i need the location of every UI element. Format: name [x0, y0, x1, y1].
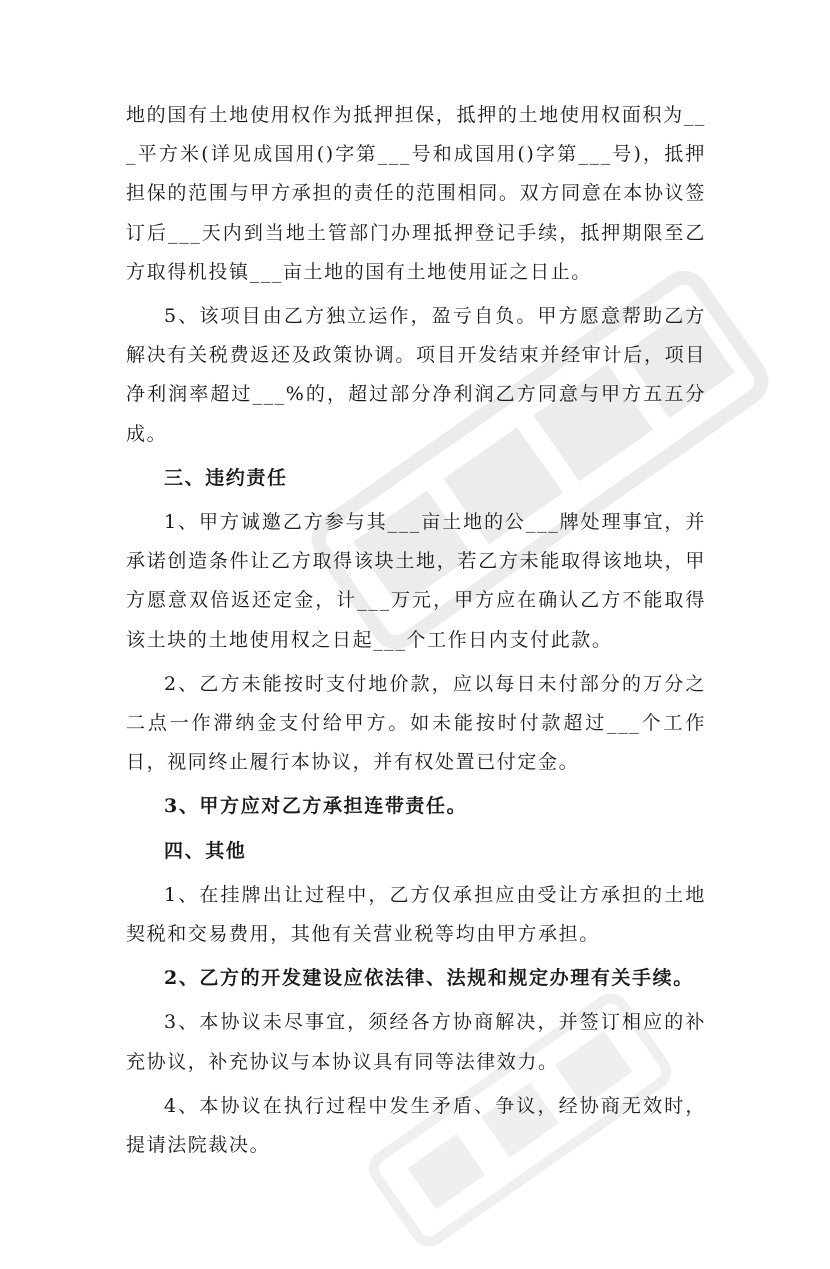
paragraph-breach-3: 3、甲方应对乙方承担连带责任。	[164, 795, 468, 818]
section-heading-other: 四、其他	[164, 839, 247, 862]
paragraph-other-4: 4、本协议在执行过程中发生矛盾、争议，经协商无效时，提请法院裁决。	[126, 1094, 706, 1157]
section-heading-breach: 三、违约责任	[164, 466, 288, 489]
paragraph-other-1: 1、在挂牌出让过程中，乙方仅承担应由受让方承担的土地契税和交易费用，其他有关营业税等均由甲方承担。	[126, 883, 706, 946]
paragraph-breach-1: 1、甲方诚邀乙方参与其___亩土地的公___牌处理事宜，并承诺创造条件让乙方取得该块土地，若乙方未能取得该地块，甲方愿意双倍返还定金，计___万元，甲方应在确认乙方不能取得该土块的土地使用权之日起___个工作日内支付此款。	[126, 511, 706, 651]
paragraph-mortgage-continued: 地的国有土地使用权作为抵押担保，抵押的土地使用权面积为___平方米(详见成国用()字第___号和成国用()字第___号)，抵押担保的范围与甲方承担的责任的范围相同。双方同意在本协议签订后___天内到当地土管部门办理抵押登记手续，抵押期限至乙方取得机投镇___亩土地的国有土地使用证之日止。	[126, 104, 706, 283]
paragraph-item-5: 5、该项目由乙方独立运作，盈亏自负。甲方愿意帮助乙方解决有关税费返还及政策协调。项目开发结束并经审计后，项目净利润率超过___%的，超过部分净利润乙方同意与甲方五五分成。	[126, 305, 706, 445]
paragraph-breach-2: 2、乙方未能按时支付地价款，应以每日未付部分的万分之二点一作滞纳金支付给甲方。如未能按时付款超过___个工作日，视同终止履行本协议，并有权处置已付定金。	[126, 672, 706, 774]
paragraph-other-3: 3、本协议未尽事宜，须经各方协商解决，并签订相应的补充协议，补充协议与本协议具有同等法律效力。	[126, 1011, 706, 1073]
paragraph-other-2: 2、乙方的开发建设应依法律、法规和规定办理有关手续。	[164, 967, 694, 990]
document-body	[126, 96, 706, 1165]
